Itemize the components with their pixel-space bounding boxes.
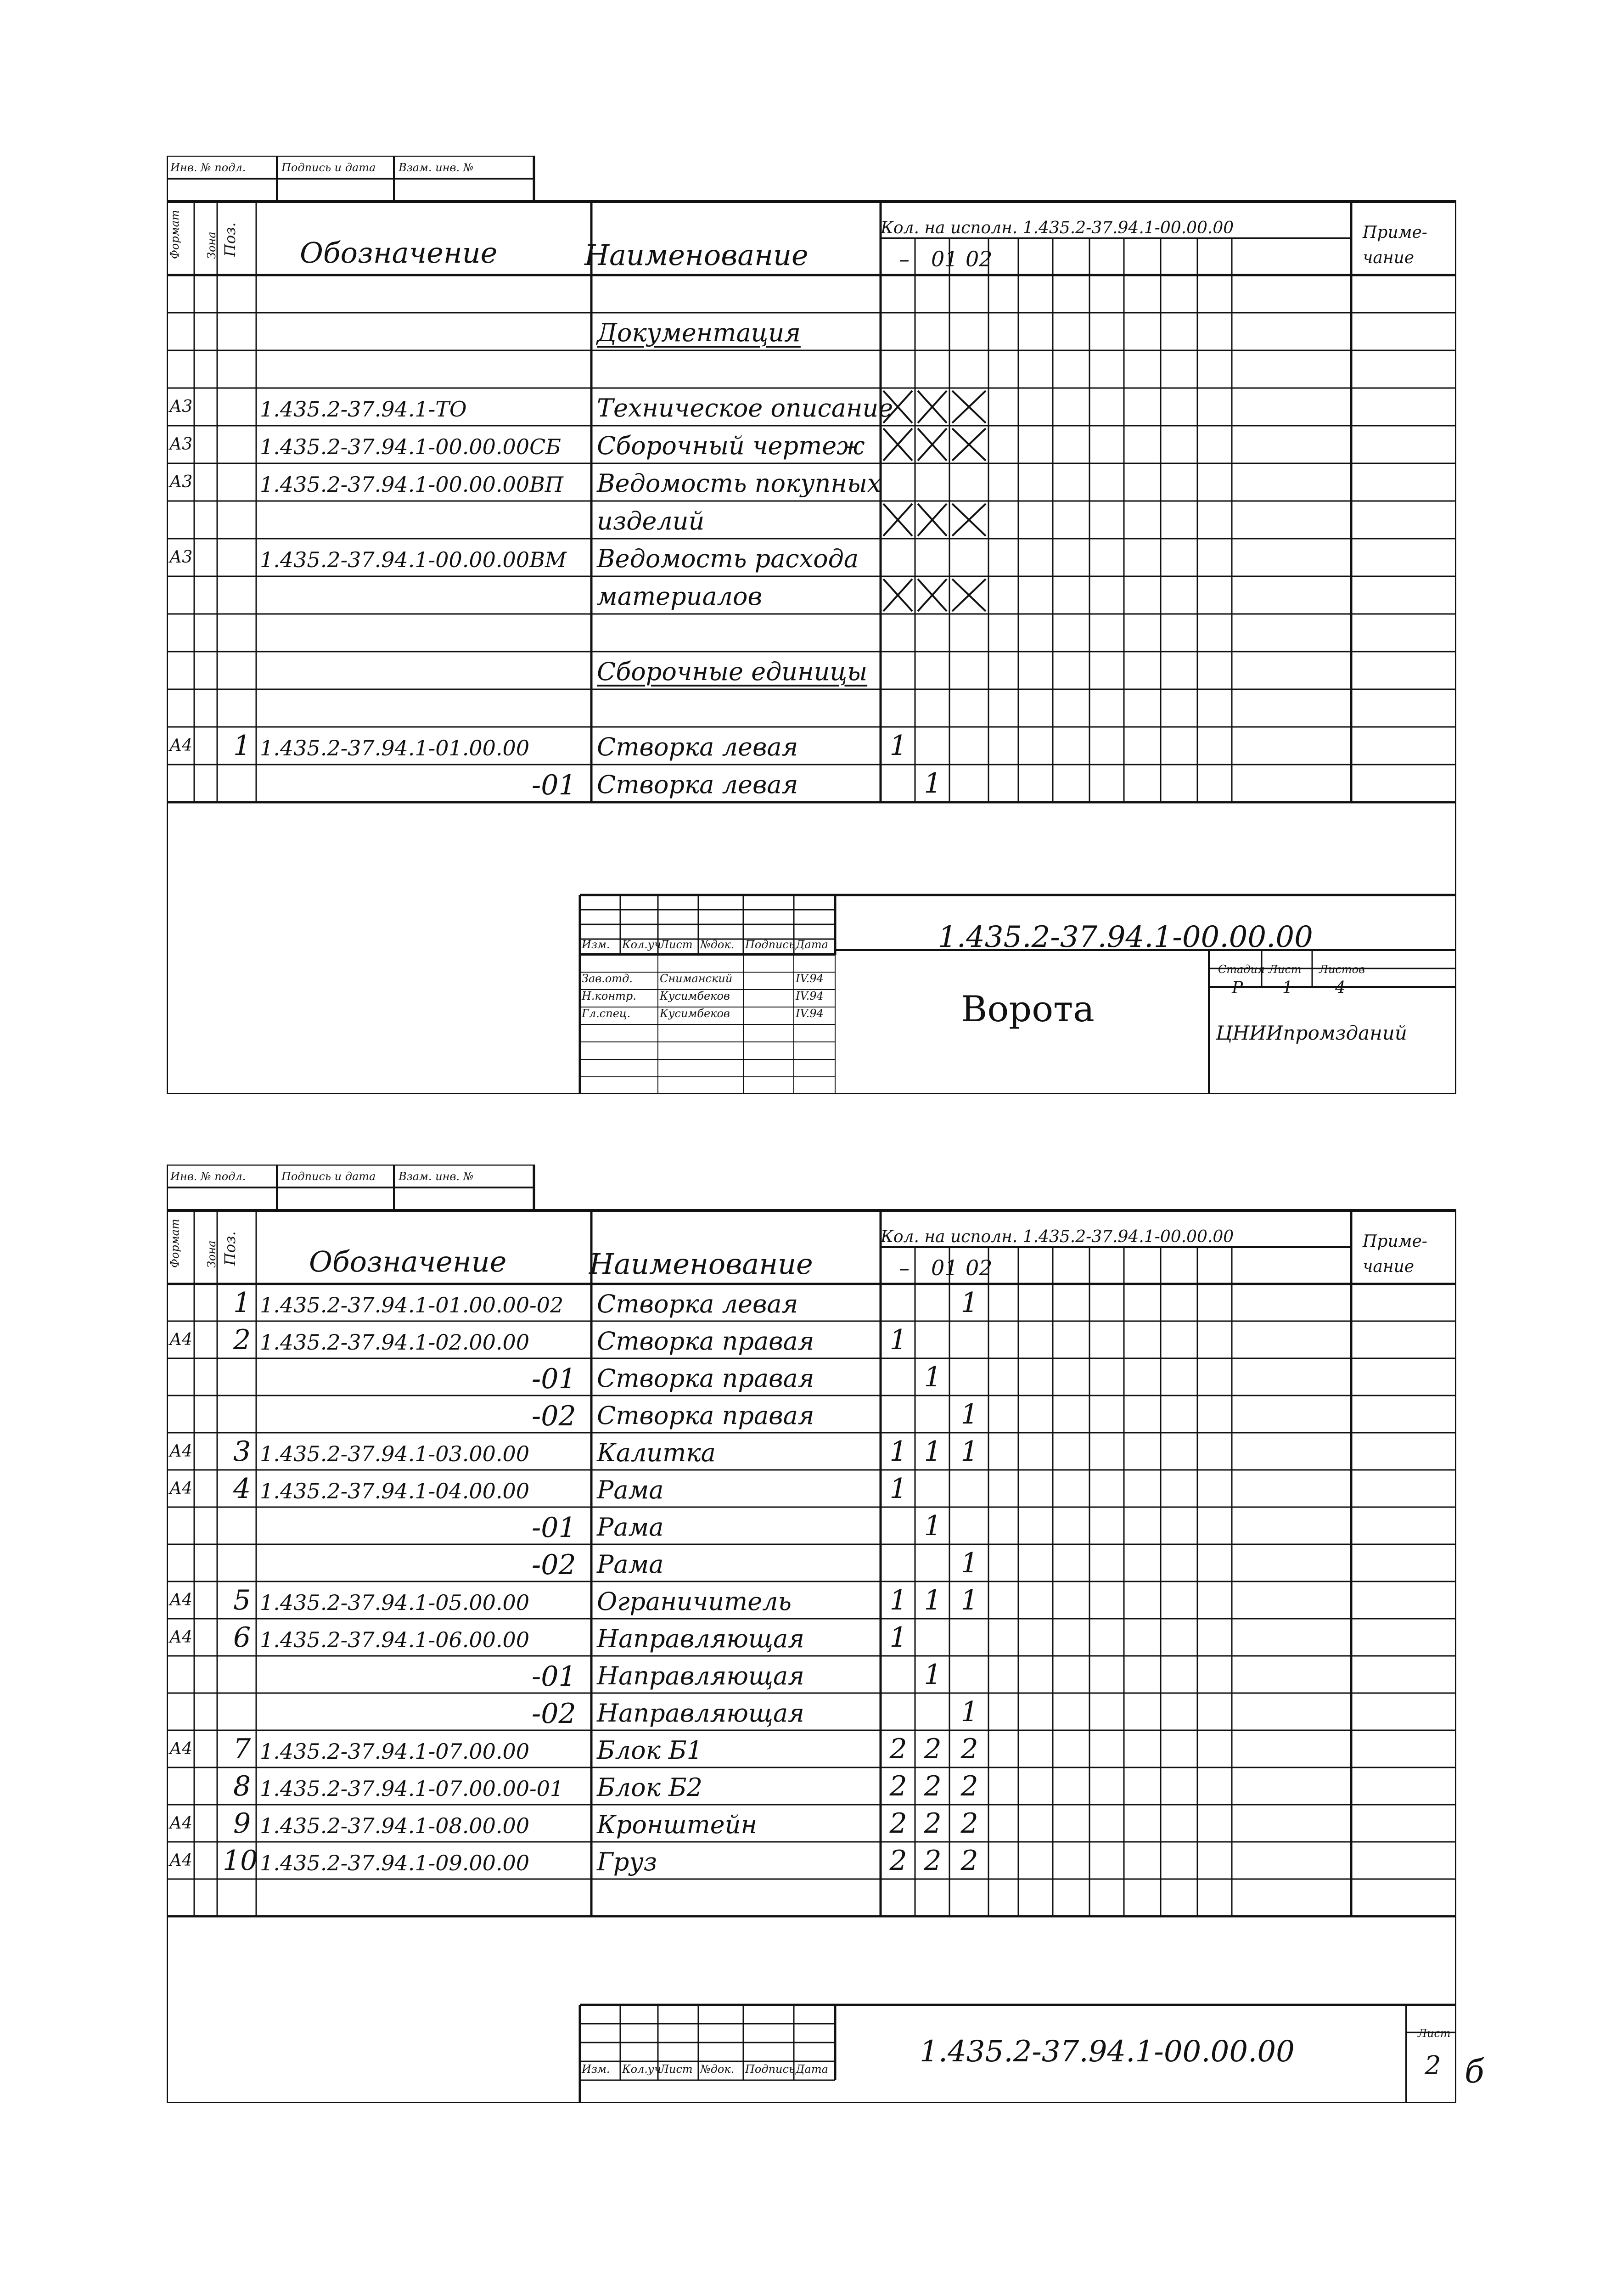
inv-podl-label: Инв. № подл. <box>170 1170 246 1183</box>
row-quantity: 2 <box>960 1807 978 1840</box>
row-format: А4 <box>169 736 193 755</box>
title-block-col-label: Подпись <box>745 938 795 951</box>
signer-role: Н.контр. <box>582 990 636 1002</box>
row-format: А4 <box>169 1739 193 1758</box>
row-name: Направляющая <box>597 1661 804 1690</box>
row-designation: -01 <box>532 1511 576 1544</box>
signer-name: Сниманский <box>660 972 733 985</box>
signer-role: Гл.спец. <box>582 1007 631 1020</box>
spec-sheet-1 <box>167 156 1456 1094</box>
row-designation: 1.435.2-37.94.1-01.00.00-02 <box>260 1292 564 1317</box>
stadiya-label: Стадия <box>1218 963 1265 976</box>
row-name: Ведомость покупных <box>597 469 881 498</box>
row-designation: 1.435.2-37.94.1-07.00.00 <box>260 1739 530 1764</box>
list-label: Лист <box>1269 963 1302 976</box>
row-name: Створка правая <box>597 1363 814 1393</box>
row-position: 6 <box>233 1621 251 1654</box>
row-name: Створка левая <box>597 1289 798 1318</box>
row-name: материалов <box>597 582 762 611</box>
row-quantity: 1 <box>960 1584 978 1616</box>
variant-header-1: 01 <box>931 247 958 271</box>
not-applicable-cross <box>952 504 986 536</box>
kol-header: Кол. на исполн. 1.435.2-37.94.1-00.00.00 <box>881 1227 1234 1246</box>
row-name: Ограничитель <box>597 1587 792 1616</box>
poz-header: Поз. <box>221 222 239 257</box>
poz-header: Поз. <box>221 1231 239 1266</box>
vzam-inv-label: Взам. инв. № <box>399 161 474 174</box>
signer-date: IV.94 <box>796 972 824 985</box>
vzam-inv-label: Взам. инв. № <box>399 1170 474 1183</box>
row-quantity: 2 <box>924 1807 942 1840</box>
row-designation: 1.435.2-37.94.1-04.00.00 <box>260 1478 530 1503</box>
row-quantity: 2 <box>924 1770 942 1802</box>
title-block-col-label: Лист <box>660 2063 693 2076</box>
row-format: А4 <box>169 1590 193 1609</box>
not-applicable-cross <box>918 391 947 423</box>
title-block-col-label: №док. <box>700 2063 735 2076</box>
title-block-col-label: Кол.уч <box>622 2063 661 2076</box>
sheet2-code: 1.435.2-37.94.1-00.00.00 <box>920 2035 1295 2069</box>
org-name: ЦНИИпромзданий <box>1216 1022 1407 1044</box>
row-designation: -02 <box>532 1548 576 1581</box>
row-quantity: 1 <box>924 1509 942 1542</box>
row-format: А4 <box>169 1330 193 1349</box>
naimenovanie-header: Наименование <box>584 238 808 272</box>
row-quantity: 1 <box>960 1695 978 1728</box>
row-name: Створка левая <box>597 770 798 799</box>
format-header: Формат <box>168 1219 181 1268</box>
row-name: Техническое описание <box>597 394 893 422</box>
not-applicable-cross <box>918 504 947 536</box>
row-quantity: 1 <box>924 1658 942 1691</box>
row-quantity: 1 <box>960 1547 978 1579</box>
row-designation: 1.435.2-37.94.1-05.00.00 <box>260 1590 530 1615</box>
podpis-data-label: Подпись и дата <box>281 1170 376 1183</box>
row-format: А4 <box>169 1441 193 1461</box>
row-name: Груз <box>597 1847 657 1876</box>
naimenovanie-header: Наименование <box>589 1247 813 1281</box>
row-quantity: 2 <box>889 1807 907 1840</box>
oboznachenie-header: Обозначение <box>300 236 498 270</box>
row-quantity: 2 <box>924 1733 942 1765</box>
not-applicable-cross <box>952 391 986 423</box>
row-format: А4 <box>169 1851 193 1870</box>
format-header: Формат <box>168 210 181 259</box>
title-block-col-label: Кол.уч <box>622 938 661 951</box>
row-quantity: 1 <box>889 1435 907 1468</box>
row-quantity: 1 <box>924 1584 942 1616</box>
row-name: Рама <box>597 1549 664 1579</box>
row-quantity: 1 <box>889 1323 907 1356</box>
row-quantity: 1 <box>924 1435 942 1468</box>
signer-date: IV.94 <box>796 990 824 1002</box>
row-quantity: 2 <box>960 1770 978 1802</box>
row-name: Направляющая <box>597 1698 804 1728</box>
sheet2-list-value: 2 <box>1425 2051 1441 2081</box>
listov-value: 4 <box>1335 979 1346 997</box>
primechanie-header-1: Приме- <box>1363 1232 1427 1251</box>
row-name: Направляющая <box>597 1624 804 1653</box>
row-quantity: 2 <box>924 1844 942 1877</box>
row-designation: 1.435.2-37.94.1-03.00.00 <box>260 1441 530 1466</box>
row-name: Рама <box>597 1475 664 1504</box>
list-value: 1 <box>1282 979 1293 997</box>
not-applicable-cross <box>918 579 947 611</box>
row-designation: 1.435.2-37.94.1-00.00.00ВМ <box>260 547 567 572</box>
row-quantity: 2 <box>889 1733 907 1765</box>
title-block-col-label: Подпись <box>745 2063 795 2076</box>
signer-role: Зав.отд. <box>582 972 633 985</box>
row-designation: 1.435.2-37.94.1-06.00.00 <box>260 1627 530 1652</box>
section-heading: Документация <box>597 318 801 347</box>
signer-date: IV.94 <box>796 1007 824 1020</box>
row-designation: 1.435.2-37.94.1-07.00.00-01 <box>260 1776 564 1801</box>
primechanie-header-1: Приме- <box>1363 223 1427 242</box>
stadiya-value: Р <box>1232 979 1243 997</box>
sheet1-title: Ворота <box>961 989 1095 1030</box>
row-position: 2 <box>233 1323 251 1356</box>
title-block-col-label: Дата <box>796 2063 828 2076</box>
row-position: 9 <box>233 1807 251 1840</box>
page-mark: б <box>1465 2053 1484 2090</box>
variant-header-2: 02 <box>966 1255 993 1280</box>
row-name: изделий <box>597 506 705 535</box>
row-quantity: 1 <box>889 1472 907 1505</box>
row-position: 1 <box>233 1286 251 1319</box>
row-quantity: 1 <box>960 1286 978 1319</box>
sheet2-list-label: Лист <box>1418 2027 1451 2040</box>
title-block-col-label: Дата <box>796 938 828 951</box>
row-name: Кронштейн <box>597 1810 758 1839</box>
row-position: 7 <box>233 1733 251 1765</box>
signer-name: Кусимбеков <box>660 990 730 1002</box>
row-position: 5 <box>233 1584 251 1616</box>
row-quantity: 2 <box>889 1844 907 1877</box>
row-format: А3 <box>169 473 193 491</box>
title-block-col-label: Лист <box>660 938 693 951</box>
row-format: А3 <box>169 548 193 567</box>
variant-header-1: 01 <box>931 1255 958 1280</box>
row-name: Ведомость расхода <box>597 544 859 573</box>
row-position: 8 <box>233 1770 251 1802</box>
primechanie-header-2: чание <box>1363 248 1415 267</box>
row-format: А3 <box>169 435 193 454</box>
row-quantity: 1 <box>960 1435 978 1468</box>
primechanie-header-2: чание <box>1363 1257 1415 1276</box>
not-applicable-cross <box>952 428 986 461</box>
row-name: Блок Б1 <box>597 1735 703 1765</box>
row-designation: -01 <box>532 1660 576 1693</box>
row-position: 10 <box>223 1844 258 1877</box>
row-designation: 1.435.2-37.94.1-01.00.00 <box>260 736 530 760</box>
row-designation: 1.435.2-37.94.1-ТО <box>260 397 467 422</box>
row-position: 4 <box>233 1472 251 1505</box>
row-name: Створка правая <box>597 1326 814 1356</box>
variant-header-0: – <box>899 247 910 271</box>
row-designation: -02 <box>532 1697 576 1730</box>
section-heading: Сборочные единицы <box>597 657 868 686</box>
row-designation: 1.435.2-37.94.1-08.00.00 <box>260 1813 530 1838</box>
row-designation: 1.435.2-37.94.1-09.00.00 <box>260 1850 530 1875</box>
row-quantity: 1 <box>889 730 907 762</box>
row-designation: 1.435.2-37.94.1-00.00.00ВП <box>260 472 564 497</box>
row-format: А4 <box>169 1479 193 1498</box>
row-position: 1 <box>233 730 251 762</box>
row-name: Рама <box>597 1512 664 1542</box>
podpis-data-label: Подпись и дата <box>281 161 376 174</box>
not-applicable-cross <box>952 579 986 611</box>
not-applicable-cross <box>883 428 912 461</box>
sheet1-code: 1.435.2-37.94.1-00.00.00 <box>938 920 1313 954</box>
oboznachenie-header: Обозначение <box>309 1245 507 1278</box>
row-quantity: 1 <box>889 1584 907 1616</box>
title-block-col-label: Изм. <box>582 938 610 951</box>
not-applicable-cross <box>883 504 912 536</box>
row-format: А4 <box>169 1813 193 1833</box>
row-designation: 1.435.2-37.94.1-02.00.00 <box>260 1329 530 1355</box>
row-quantity: 1 <box>960 1398 978 1430</box>
signer-name: Кусимбеков <box>660 1007 730 1020</box>
row-name: Калитка <box>597 1438 716 1467</box>
row-quantity: 2 <box>889 1770 907 1802</box>
zona-header: Зона <box>205 1240 218 1268</box>
not-applicable-cross <box>883 579 912 611</box>
row-format: А4 <box>169 1627 193 1647</box>
title-block-col-label: Изм. <box>582 2063 610 2076</box>
row-quantity: 2 <box>960 1733 978 1765</box>
row-name: Створка правая <box>597 1401 814 1430</box>
row-position: 3 <box>233 1435 251 1468</box>
row-designation: -02 <box>532 1400 576 1432</box>
variant-header-2: 02 <box>966 247 993 271</box>
zona-header: Зона <box>205 231 218 259</box>
row-designation: 1.435.2-37.94.1-00.00.00СБ <box>260 434 561 459</box>
row-name: Блок Б2 <box>597 1773 703 1802</box>
row-quantity: 1 <box>924 767 942 799</box>
row-name: Сборочный чертеж <box>597 431 865 460</box>
row-quantity: 1 <box>924 1361 942 1393</box>
spec-sheet-2 <box>167 1165 1456 2103</box>
kol-header: Кол. на исполн. 1.435.2-37.94.1-00.00.00 <box>881 219 1234 237</box>
row-format: А3 <box>169 397 193 416</box>
variant-header-0: – <box>899 1255 910 1280</box>
listov-label: Листов <box>1319 963 1365 976</box>
row-designation: -01 <box>532 1362 576 1395</box>
row-quantity: 2 <box>960 1844 978 1877</box>
row-name: Створка левая <box>597 732 798 761</box>
row-designation: -01 <box>532 769 576 801</box>
title-block-col-label: №док. <box>700 938 735 951</box>
not-applicable-cross <box>918 428 947 461</box>
row-quantity: 1 <box>889 1621 907 1654</box>
inv-podl-label: Инв. № подл. <box>170 161 246 174</box>
